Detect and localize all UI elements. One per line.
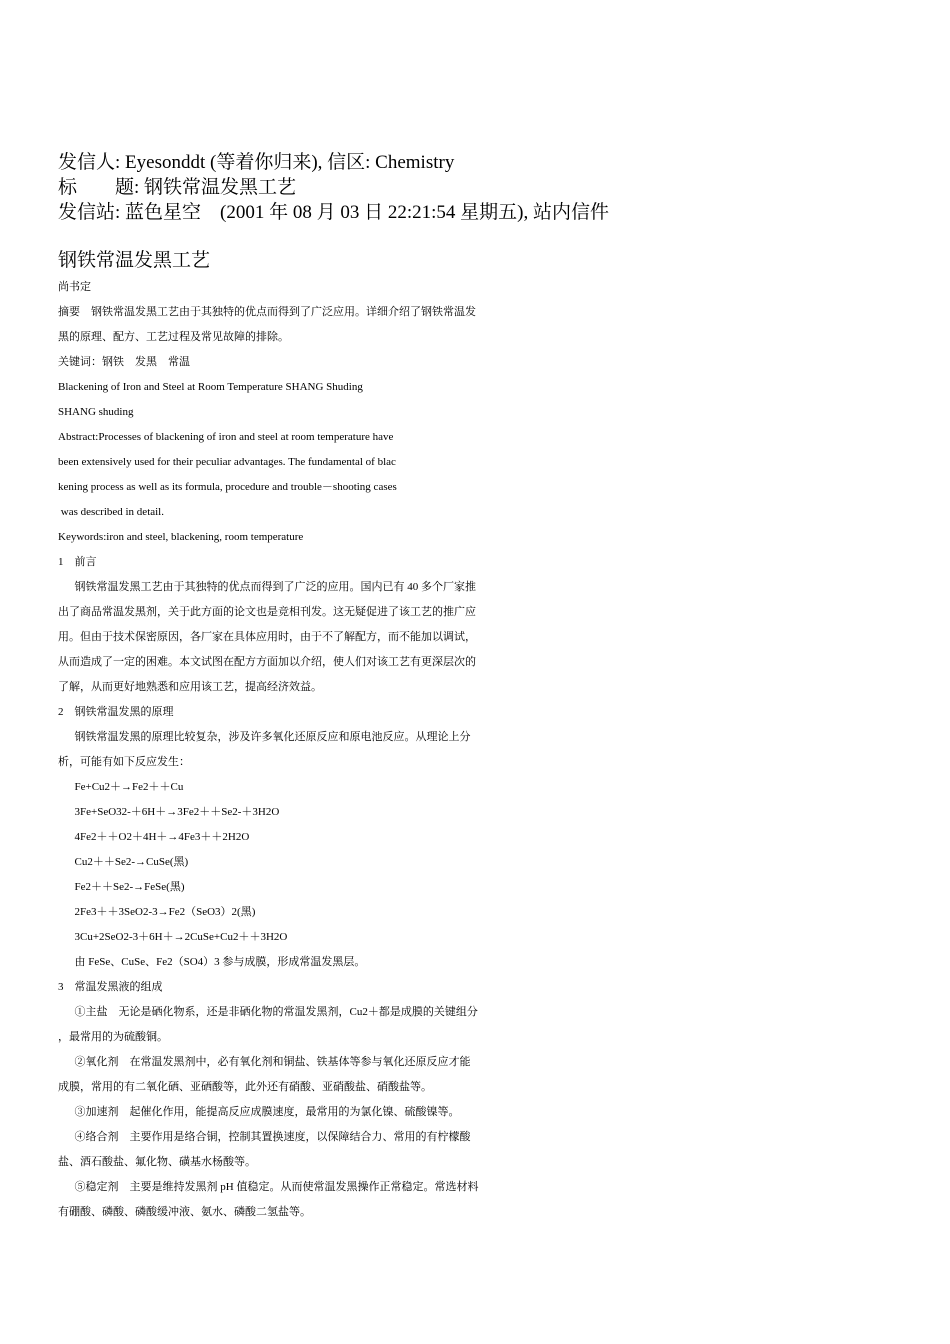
article-line: 2Fe3＋＋3SeO2-3→Fe2（SeO3）2(黑) <box>58 906 256 918</box>
article-line: ，最常用的为硫酸铜。 <box>58 1031 168 1043</box>
article-line: ④络合剂 主要作用是络合铜，控制其置换速度，以保障结合力、常用的有柠檬酸 <box>58 1131 471 1143</box>
article-line: 钢铁常温发黑工艺由于其独特的优点而得到了广泛的应用。国内已有 40 多个厂家推 <box>58 581 476 593</box>
article-line: 黑的原理、配方、工艺过程及常见故障的排除。 <box>58 331 289 343</box>
article-line: Fe2＋＋Se2-→FeSe(黑) <box>58 881 185 893</box>
article-line: 尚书定 <box>58 281 91 293</box>
article-line: 2 钢铁常温发黑的原理 <box>58 706 174 718</box>
article-line: 用。但由于技术保密原因，各厂家在具体应用时，由于不了解配方，而不能加以调试， <box>58 631 476 643</box>
article-line: Abstract:Processes of blackening of iron and steel at room temperature have <box>58 431 394 443</box>
article-line: 3 常温发黑液的组成 <box>58 981 163 993</box>
article-line: ①主盐 无论是硒化物系，还是非硒化物的常温发黑剂，Cu2＋都是成膜的关键组分 <box>58 1006 478 1018</box>
article-line: 析，可能有如下反应发生： <box>58 756 190 768</box>
article-line: 关键词：钢铁 发黑 常温 <box>58 356 190 368</box>
subject-line: 标 题: 钢铁常温发黑工艺 <box>58 177 297 198</box>
article-line: ②氧化剂 在常温发黑剂中，必有氧化剂和铜盐、铁基体等参与氧化还原反应才能 <box>58 1056 471 1068</box>
article-line: was described in detail. <box>58 506 164 518</box>
article-line: 有硼酸、磷酸、磷酸缓冲液、氨水、磷酸二氢盐等。 <box>58 1206 311 1218</box>
article-line: ③加速剂 起催化作用，能提高反应成膜速度，最常用的为氯化镍、硫酸镍等。 <box>58 1106 460 1118</box>
article-line: 摘要 钢铁常温发黑工艺由于其独特的优点而得到了广泛应用。详细介绍了钢铁常温发 <box>58 306 476 318</box>
article-line: been extensively used for their peculiar advantages. The fundamental of blac <box>58 456 396 468</box>
article-line: 钢铁常温发黑的原理比较复杂，涉及许多氧化还原反应和原电池反应。从理论上分 <box>58 731 471 743</box>
article-line: 1 前言 <box>58 556 97 568</box>
article-line: kening process as well as its formula, procedure and trouble－shooting cases <box>58 481 397 493</box>
article-line: 4Fe2＋＋O2＋4H＋→4Fe3＋＋2H2O <box>58 831 250 843</box>
article-title: 钢铁常温发黑工艺 <box>58 250 211 271</box>
article-line: 了解，从而更好地熟悉和应用该工艺，提高经济效益。 <box>58 681 322 693</box>
article-line: 从而造成了一定的困难。本文试图在配方方面加以介绍，使人们对该工艺有更深层次的 <box>58 656 476 668</box>
article-line: 3Fe+SeO32-＋6H＋→3Fe2＋＋Se2-＋3H2O <box>58 806 280 818</box>
sender-line: 发信人: Eyesonddt (等着你归来), 信区: Chemistry <box>58 152 455 173</box>
station-line: 发信站: 蓝色星空 (2001 年 08 月 03 日 22:21:54 星期五), 站内信件 <box>58 202 609 223</box>
article-line: ⑤稳定剂 主要是维持发黑剂 pH 值稳定。从而使常温发黑操作正常稳定。常选材料 <box>58 1181 479 1193</box>
article-line: 盐、酒石酸盐、氟化物、磺基水杨酸等。 <box>58 1156 256 1168</box>
article-line: Cu2＋＋Se2-→CuSe(黑) <box>58 856 189 868</box>
article-body <box>58 275 918 1225</box>
article-line: 出了商品常温发黑剂，关于此方面的论文也是竞相刊发。这无疑促进了该工艺的推广应 <box>58 606 476 618</box>
article-line: SHANG shuding <box>58 406 134 418</box>
article-line: Fe+Cu2＋→Fe2＋＋Cu <box>58 781 184 793</box>
article-line: Blackening of Iron and Steel at Room Temperature SHANG Shuding <box>58 381 363 393</box>
article-line: Keywords:iron and steel, blackening, room temperature <box>58 531 304 543</box>
article-line: 由 FeSe、CuSe、Fe2（SO4）3 参与成膜，形成常温发黑层。 <box>58 956 366 968</box>
post-header <box>58 150 918 225</box>
article-line: 成膜，常用的有二氧化硒、亚硒酸等，此外还有硝酸、亚硝酸盐、硝酸盐等。 <box>58 1081 432 1093</box>
article-line: 3Cu+2SeO2-3＋6H＋→2CuSe+Cu2＋＋3H2O <box>58 931 288 943</box>
